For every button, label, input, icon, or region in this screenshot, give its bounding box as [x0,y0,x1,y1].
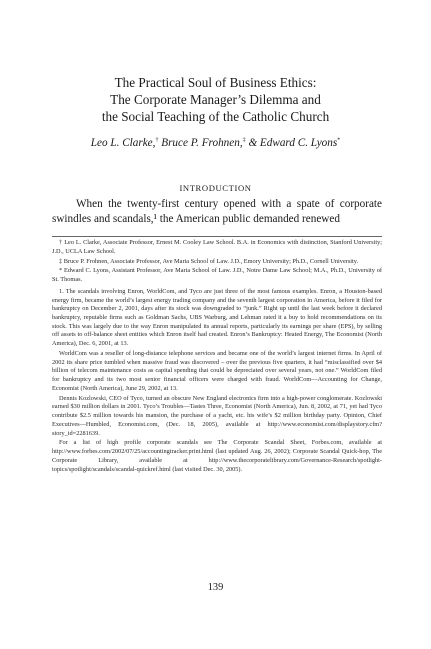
author-frohnen: Bruce P. Frohnen, [158,137,243,149]
author-lyons-footnote-mark: * [337,137,341,144]
author-frohnen-footnote-mark: ‡ [242,137,246,144]
footnote-clarke: † Leo L. Clarke, Associate Professor, Ernest M. Cooley Law School. B.A. in Economics with distinction, Stanford University; J.D., UCLA Law School. [52,239,382,255]
title-line-3: the Social Teaching of the Catholic Church [101,109,330,124]
title-line-1: The Practical Soul of Business Ethics: [114,75,317,90]
title-line-2: The Corporate Manager’s Dilemma and [110,92,321,107]
page-number: 139 [207,582,224,593]
footnote-lyons: * Edward C. Lyons, Assistant Professor, Ave Maria School of Law. J.D., Notre Dame Law School; M.A., Ph.D., University of St. Thomas. [52,267,382,284]
section-heading: INTRODUCTION [179,183,252,193]
footnote-1-tyco: Dennis Kozlowski, CEO of Tyco, turned an obscure New England electronics firm into a high-power conglomerate. Kozlowski earned $30 million dollars in 2001. Tyco’s Troubles—Tastes Three, Economist (North America), Jun. 8, 2002, at 71, yet had Tyco contribute $2.5 million towards his mansion, the purchase of a yacht, etc. his wife’s $2 million birthday party. Opinion, Chief Executives—Humbled, Economist.com, (Dec. 18, 2005), available at http://www.economist.com/displaystory.cfm?story_id=2281639. [52,394,382,437]
footnote-1-scandal-list: For a list of high profile corporate scandals see The Corporate Scandal Sheet, Forbes.com, available at http://www.forbes.com/2002/07/25/accountingtracker.print.html (last updated Aug. 26, 2002); Corporate Scandal Quick-hop, The Corporate Library, available at http://www.thecorporatelibrary.com/Governance-Research/spotlight-topics/spotlight/scandals/scandal-quickref.html (last visited Dec. 30, 2005). [52,439,382,473]
author-lyons: & Edward C. Lyons [245,137,338,149]
author-clarke: Leo L. Clarke, [90,137,156,149]
author-byline [40,137,391,149]
article-title [40,74,391,125]
intro-paragraph: When the twenty-first century opened with a spate of corporate swindles and scandals,¹ the American public demanded renewed [52,198,382,225]
footnote-1-worldcom: WorldCom was a reseller of long-distance telephone services and became one of the world’s largest internet firms. In April of 2002 its share price tumbled when massive fraud was discovered – over the previous five quarters, it had “misclassified over $4 billion of telecom maintenance costs as capital spending that could be depreciated over several years, not one.” WorldCom filed for bankruptcy and its two most senior financial officers were charged with fraud. WorldCom—Accounting for Change, Economist (North America), June 29, 2002, at 13. [52,350,382,392]
footnote-divider [52,236,382,237]
footnote-frohnen: ‡ Bruce P. Frohnen, Associate Professor, Ave Maria School of Law. J.D., Emory University; Ph.D., Cornell University. [59,257,359,265]
footnotes [52,239,382,475]
footnote-1-enron: 1. The scandals involving Enron, WorldCom, and Tyco are just three of the most famous examples. Enron, a Houston-based energy firm, became the world’s largest energy trading company and the seventh largest corporation in America, before it filed for bankruptcy on December 2, 2001, days after its stock was downgraded to “junk.” Right up until the last week before it declared bankruptcy, reputable firms such as Goldman Sachs, UBS Warburg, and Lehman rated it a buy to hold recommendations on its stock. This was largely due to the way Enron manipulated its annual reports, particularly its earnings per share (EPS), by selling off assets to off-balance sheet entities which Enron itself had created. Enron’s Bankruptcy: Heated Energy, The Economist (North America), Dec. 6, 2001, at 13. [52,287,382,348]
author-clarke-footnote-mark: † [155,137,159,144]
